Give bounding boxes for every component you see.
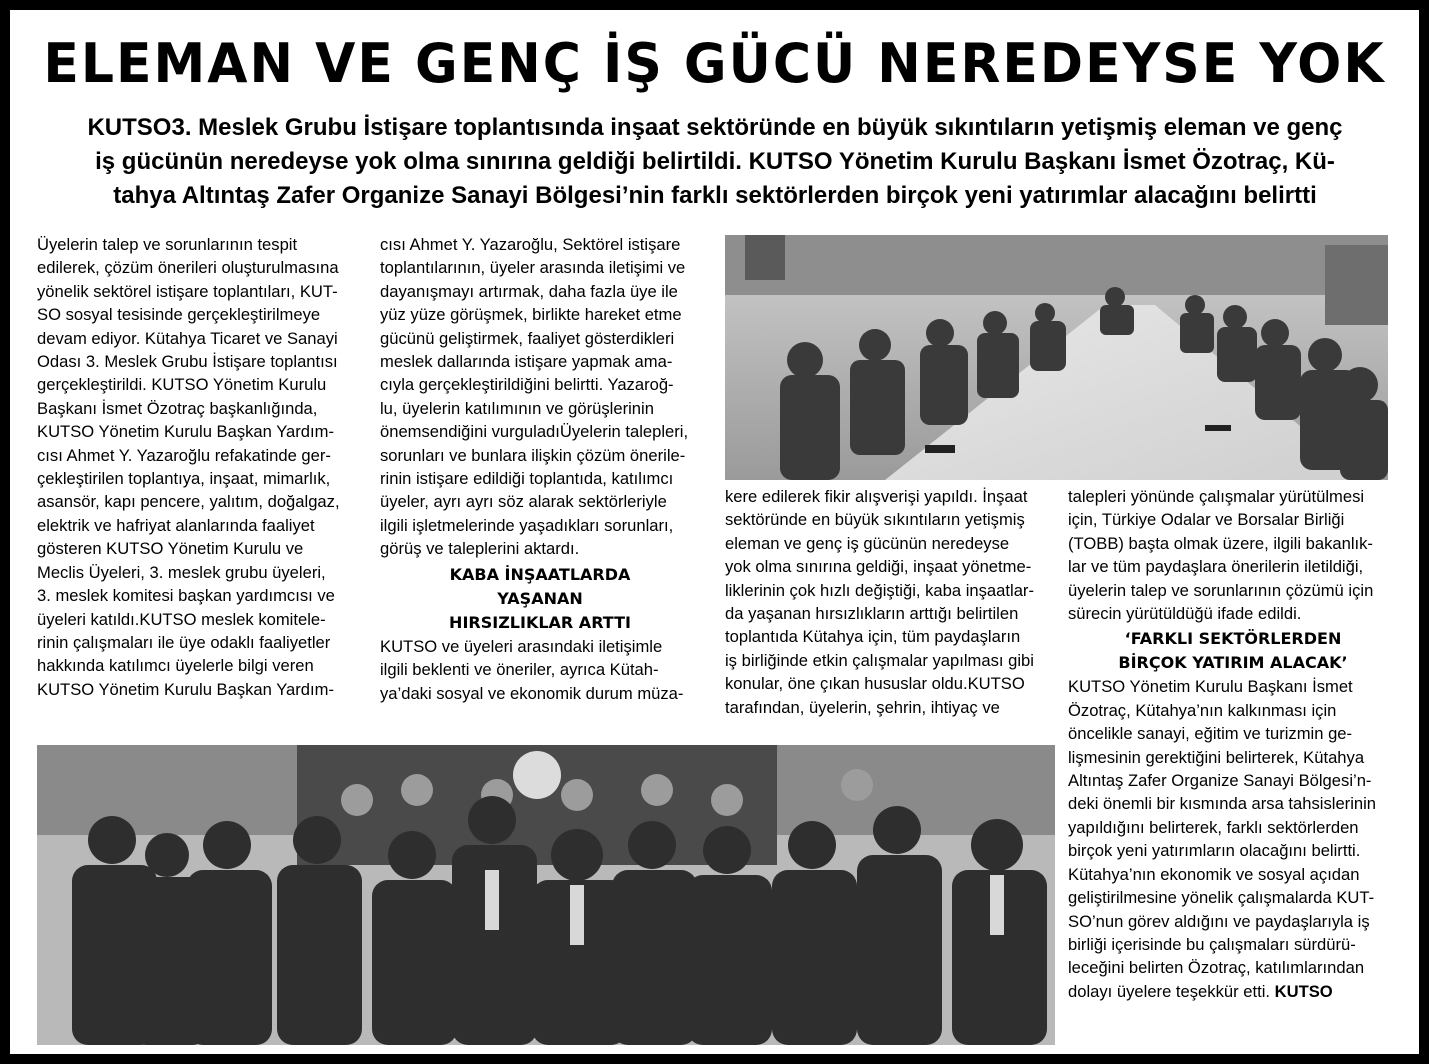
text-line: lu, üyelerin katılımının ve görüşlerinin xyxy=(380,398,654,418)
deck-line: iş gücünün neredeyse yok olma sınırına geldiği belirtildi. KUTSO Yönetim Kurulu Başkanı İsmet Özotraç, Kü- xyxy=(95,148,1335,175)
subhead-line: ‘FARKLI SEKTÖRLERDEN xyxy=(1124,629,1342,649)
text-line: cıyla gerçekleştirildiğini belirtti. Yazaroğ- xyxy=(380,375,674,395)
text-line: deki önemli bir kısmında arsa tahsislerinin xyxy=(1068,794,1377,814)
text-line: rinin çalışmaları ile üye odaklı faaliyetler xyxy=(37,632,331,652)
text-line: edilerek, çözüm önerileri oluşturulmasına xyxy=(37,258,339,278)
text-line: dayanışmayı artırmak, daha fazla üye ile xyxy=(380,281,678,301)
text-line: elektrik ve hafriyat alanlarında faaliyet xyxy=(37,515,315,535)
text-line: da yaşanan hırsızlıkların arttığı belirtilen xyxy=(725,604,1019,624)
text-line: üyeler, ayrı ayrı söz alarak sektörleriyle xyxy=(380,492,667,512)
text-line: konular, öne çıkan hususlar oldu.KUTSO xyxy=(725,674,1025,694)
last-line-text: dolayı üyelere teşekkür etti. xyxy=(1068,981,1270,1001)
text-line: birçok yeni yatırımların olacağını belirtti. xyxy=(1068,841,1361,861)
text-line: Odası 3. Meslek Grubu İstişare toplantısı xyxy=(37,352,338,372)
text-line: gösteren KUTSO Yönetim Kurulu ve xyxy=(37,539,304,559)
text-line: kere edilerek fikir alışverişi yapıldı. İnşaat xyxy=(725,487,1028,506)
subhead-line: YAŞANAN xyxy=(497,588,583,608)
text-line: üyelerin talep ve sorunlarının çözümü için xyxy=(1068,580,1374,600)
text-line: yönelik sektörel istişare toplantıları, KUT- xyxy=(37,281,338,301)
text-line: KUTSO Yönetim Kurulu Başkan Yardım- xyxy=(37,679,334,699)
text-line: leceğini belirten Özotraç, katılımlarından xyxy=(1068,958,1365,978)
text-line: toplantıda Kütahya için, tüm paydaşların xyxy=(725,627,1021,647)
text-line: sürecin yürütüldüğü ifade edildi. xyxy=(1068,604,1302,624)
newspaper-page xyxy=(10,10,1419,1054)
group-photo-illustration xyxy=(37,745,1055,1045)
text-line: SO’nun görev aldığını ve paydaşlarıyla iş xyxy=(1068,911,1370,931)
text-line: devam ediyor. Kütahya Ticaret ve Sanayi xyxy=(37,328,338,348)
text-line: rinin istişare edildiği toplantıda, katılımcı xyxy=(380,469,674,489)
text-line: liklerinin çok hızlı değiştiği, kaba inşaatlar- xyxy=(725,580,1034,600)
text-line: öncelikle sanayi, eğitim ve turizmin ge- xyxy=(1068,724,1353,744)
deck-line: tahya Altıntaş Zafer Organize Sanayi Bölgesi’nin farklı sektörlerden birçok yeni yatırımlar alacağını belirtti xyxy=(113,182,1317,209)
text-line: görüş ve taleplerini aktardı. xyxy=(380,539,580,559)
subhead-farkli-sektorlerden xyxy=(1068,627,1398,675)
text-line: gücünü geliştirmek, faaliyet gösterdikleri xyxy=(380,328,675,348)
text-line: asansör, kapı pencere, yalıtım, doğalgaz, xyxy=(37,492,340,512)
text-line: ya’daki sosyal ve ekonomik durum müza- xyxy=(380,683,684,703)
text-line: üyeleri katıldı.KUTSO meslek komitele- xyxy=(37,609,326,629)
text-line: birliği içerisinde bu çalışmaları sürdürü- xyxy=(1068,934,1356,954)
column-2 xyxy=(380,233,710,705)
text-line: tarafından, üyelerin, şehrin, ihtiyaç ve xyxy=(725,697,1000,717)
text-line: KUTSO ve üyeleri arasındaki iletişimle xyxy=(380,636,663,656)
signature: KUTSO xyxy=(1274,981,1333,1001)
text-line: Altıntaş Zafer Organize Sanayi Bölgesi’n- xyxy=(1068,771,1372,791)
deck xyxy=(30,111,1400,213)
text-line: sorunları ve bunlara ilişkin çözüm önerile- xyxy=(380,445,686,465)
text-line: ilgili beklenti ve öneriler, ayrıca Kütah- xyxy=(380,660,659,680)
text-line: yüz yüze görüşmek, birlikte hareket etme xyxy=(380,305,682,325)
text-line: yapıldığını belirterek, farklı sektörlerden xyxy=(1068,817,1359,837)
subhead-line: HIRSIZLIKLAR ARTTI xyxy=(449,612,631,632)
text-line: SO sosyal tesisinde gerçekleştirilmeye xyxy=(37,305,321,325)
text-line: talepleri yönünde çalışmalar yürütülmesi xyxy=(1068,487,1365,506)
text-line: meslek dallarında istişare yapmak ama- xyxy=(380,352,673,372)
text-line: Üyelerin talep ve sorunlarının tespit xyxy=(37,235,298,254)
text-line: eleman ve genç iş gücünün neredeyse xyxy=(725,533,1010,553)
text-line: lişmesinin gerektiğini belirterek, Kütahya xyxy=(1068,747,1365,767)
text-line: iş birliğinde etkin çalışmalar yapılması gibi xyxy=(725,650,1034,670)
text-line: Özotraç, Kütahya’nın kalkınması için xyxy=(1068,700,1337,720)
text-line: için, Türkiye Odalar ve Borsalar Birliği xyxy=(1068,510,1345,530)
text-line: KUTSO Yönetim Kurulu Başkanı İsmet xyxy=(1068,677,1353,697)
text-line: hakkında katılımcı üyelerle bilgi veren xyxy=(37,656,314,676)
text-line: (TOBB) başta olmak üzere, ilgili bakanlık- xyxy=(1068,533,1373,553)
text-line: çekleştirilen toplantıya, inşaat, mimarlık, xyxy=(37,469,331,489)
subhead-kaba-insaatlarda xyxy=(380,563,700,635)
text-line: Meclis Üyeleri, 3. meslek grubu üyeleri, xyxy=(37,562,326,582)
group-photo xyxy=(37,745,1055,1045)
subhead-line: KABA İNŞAATLARDA xyxy=(449,564,631,584)
text-line: Başkanı İsmet Özotraç başkanlığında, xyxy=(37,398,318,418)
text-line: KUTSO Yönetim Kurulu Başkan Yardım- xyxy=(37,422,334,442)
text-line: gerçekleştirildi. KUTSO Yönetim Kurulu xyxy=(37,375,327,395)
meeting-photo-illustration xyxy=(725,235,1388,480)
text-line: yok olma sınırına geldiği, inşaat yönetme- xyxy=(725,557,1032,577)
text-line: geliştirilmesine yönelik çalışmalarda KUT- xyxy=(1068,888,1375,908)
text-line: toplantılarının, üyeler arasında iletişimi ve xyxy=(380,258,686,278)
text-line: önemsendiğini vurguladıÜyelerin talepleri, xyxy=(380,422,689,442)
subhead-line: BİRÇOK YATIRIM ALACAK’ xyxy=(1118,653,1348,673)
text-line: cısı Ahmet Y. Yazaroğlu, Sektörel istişare xyxy=(380,235,681,254)
text-line: Kütahya’nın ekonomik ve sosyal açıdan xyxy=(1068,864,1360,884)
text-line: sektöründe en büyük sıkıntıların yetişmiş xyxy=(725,510,1025,530)
column-4 xyxy=(1068,485,1408,1003)
column-1 xyxy=(37,233,367,701)
text-line: cısı Ahmet Y. Yazaroğlu refakatinde ger- xyxy=(37,445,331,465)
column-3 xyxy=(725,485,1055,719)
text-line: lar ve tüm paydaşlara önerilerin iletildiği, xyxy=(1068,557,1364,577)
deck-line: KUTSO3. Meslek Grubu İstişare toplantısında inşaat sektöründe en büyük sıkıntıların yetişmiş eleman ve genç xyxy=(87,114,1343,141)
headline: ELEMAN VE GENÇ İŞ GÜCÜ NEREDEYSE YOK xyxy=(43,32,1386,96)
text-line xyxy=(1068,980,1408,1003)
text-line: 3. meslek komitesi başkan yardımcısı ve xyxy=(37,586,335,606)
meeting-photo xyxy=(725,235,1388,480)
text-line: ilgili işletmelerinde yaşadıkları sorunları, xyxy=(380,515,674,535)
